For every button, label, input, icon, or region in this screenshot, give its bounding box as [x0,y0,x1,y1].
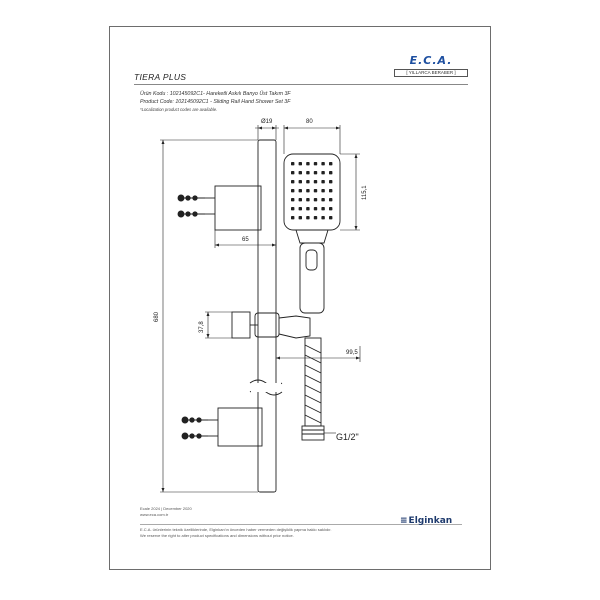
nozzle [321,180,324,183]
nozzle [306,189,309,192]
elginkan-logo [400,516,452,526]
elginkan-mark-icon: ≡ [400,516,408,526]
nozzle [329,198,332,201]
upper-wall-bracket [215,186,261,230]
shower-hose [302,338,324,440]
shower-holder [232,312,310,338]
nozzle [291,216,294,219]
nozzle [321,198,324,201]
nozzle [314,162,317,165]
nozzle [306,162,309,165]
nozzle [321,171,324,174]
dim-total-height: 680 [154,311,160,322]
eca-logo: E.C.A. [409,54,453,67]
nozzle [299,180,302,183]
dim-thread: G1/2" [336,432,359,442]
nozzle [306,198,309,201]
nozzle [306,171,309,174]
dim-head-width: 80 [306,119,313,125]
nozzle [306,216,309,219]
footer-disclaimer-en: We reserve the right to alter product specifications and dimensions without prior notice. [140,533,294,538]
nozzle [299,189,302,192]
nozzle [291,189,294,192]
nozzle [291,207,294,210]
dim-holder-height: 37,8 [199,321,205,333]
nozzle [321,162,324,165]
nozzle [314,171,317,174]
dim-bracket-offset: 65 [242,237,249,243]
product-code-en: Product Code: 102145092C1 - Sliding Rail Hand Shower Set 3F [140,99,291,105]
nozzle [321,207,324,210]
upper-screw-2 [178,211,205,217]
dim-rail-diameter: Ø19 [261,119,273,125]
series-title: TIERA PLUS [134,72,187,82]
nozzle [291,198,294,201]
lower-screw-1 [182,417,208,423]
nozzle [299,198,302,201]
nozzle [314,189,317,192]
lower-screw-2 [182,433,208,439]
hand-shower [284,154,340,313]
nozzle [299,216,302,219]
nozzle [299,162,302,165]
nozzle [321,189,324,192]
nozzle [291,162,294,165]
elginkan-logo-text: Elginkan [408,516,453,526]
dim-holder-offset: 99,5 [346,350,358,356]
nozzle [329,189,332,192]
nozzle [291,180,294,183]
nozzle [306,207,309,210]
nozzle [329,180,332,183]
nozzle [329,216,332,219]
nozzle [291,171,294,174]
nozzle [299,207,302,210]
footer-website: www.eca.com.tr [140,512,169,517]
nozzle [329,171,332,174]
eca-tagline: [ YILLARCA BERABER ] [394,69,468,77]
dim-head-height: 115,1 [362,185,368,200]
footer-date: Ecale 2024 | December 2020 [140,506,192,511]
nozzle [329,162,332,165]
nozzle [314,180,317,183]
nozzle [299,171,302,174]
nozzle [329,207,332,210]
product-code-tr: Ürün Kodu : 102145092C1- Hareketli Askılı Banyo Üst Takım 3F [140,91,291,97]
nozzle [314,198,317,201]
nozzle [306,180,309,183]
footer-disclaimer-tr: E.C.A. ürünlerinin teknik özelliklerinde, Elginkan'ın önceden haber vermeden değişiklik yapma hakkı saklıdır. [140,527,332,532]
lower-wall-bracket [218,408,262,446]
upper-screw-1 [178,195,205,201]
nozzle [314,207,317,210]
nozzle [321,216,324,219]
localization-note: *Localization product codes are available. [140,107,218,112]
nozzle [314,216,317,219]
